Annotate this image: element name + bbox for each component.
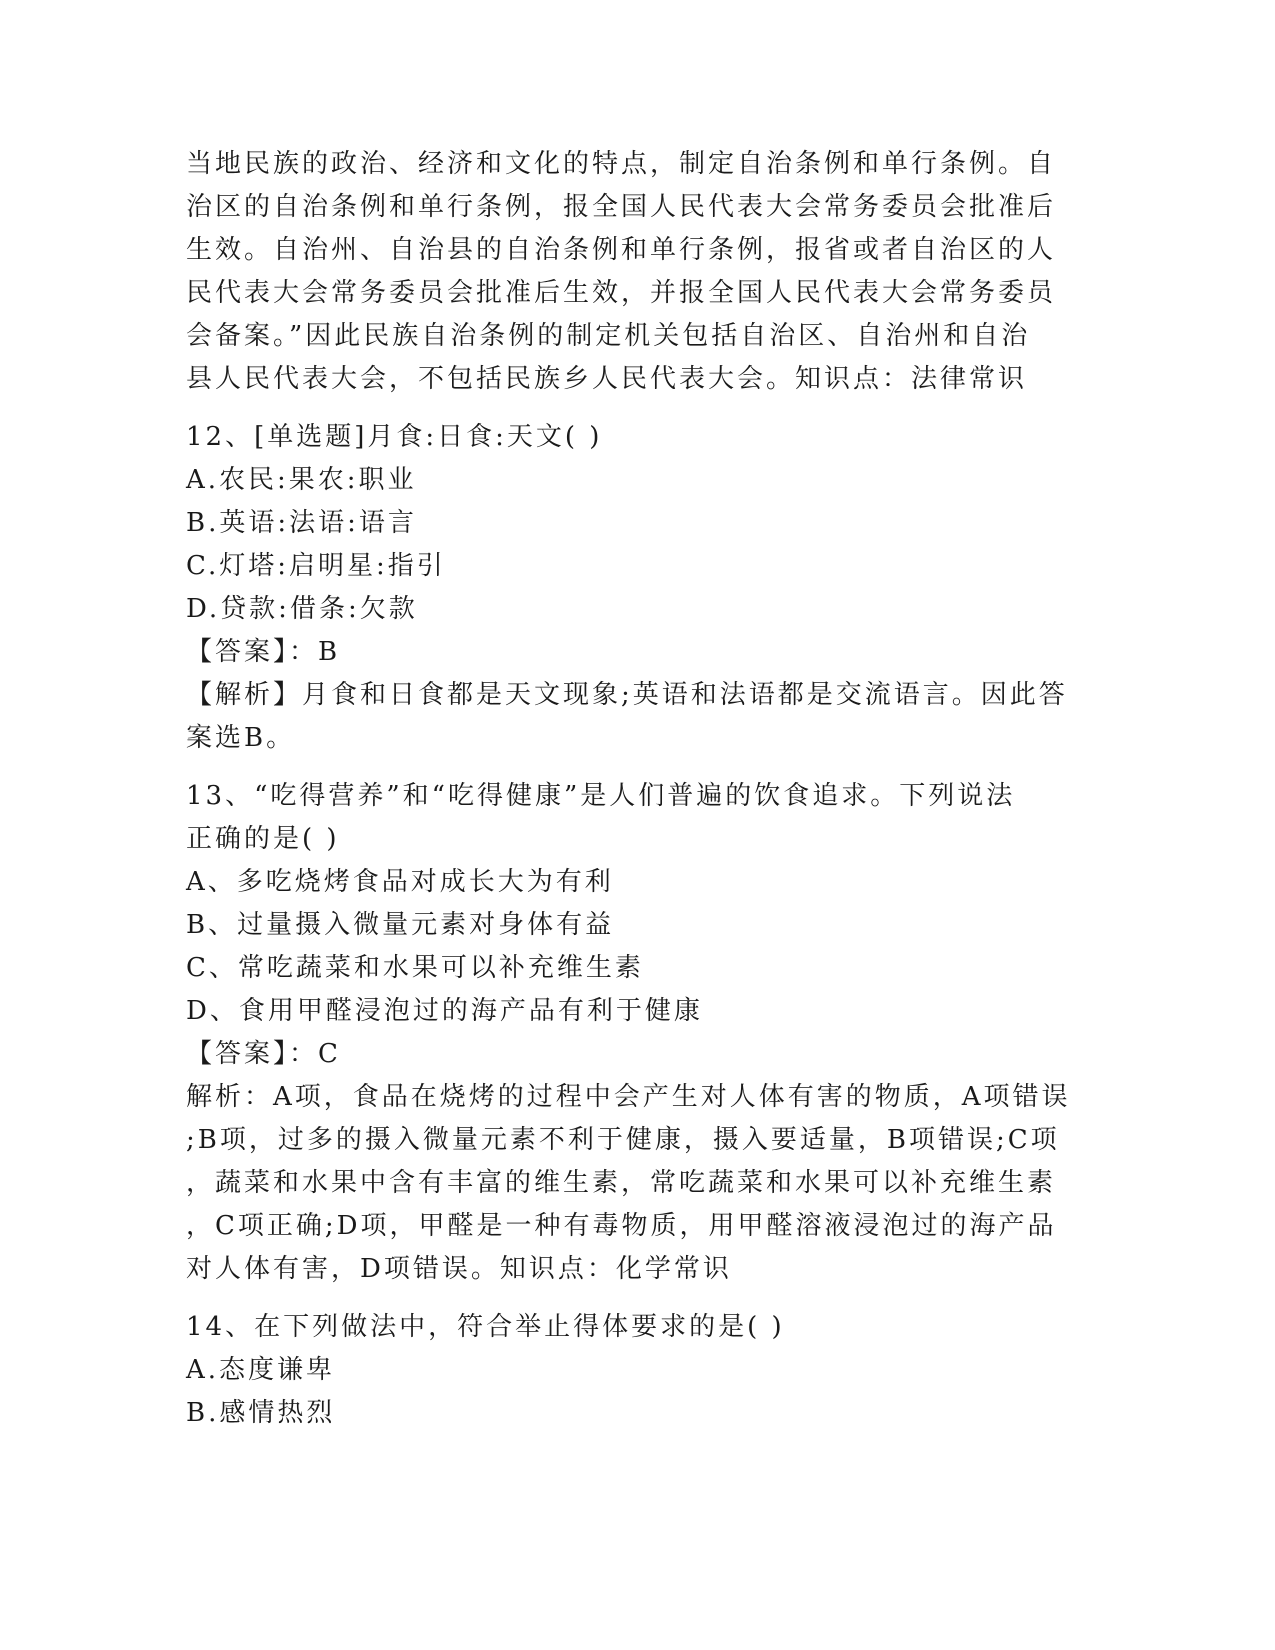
analysis-line: 【解析】月食和日食都是天文现象;英语和法语都是交流语言。因此答 — [186, 680, 1068, 710]
option-b: B.感情热烈 — [186, 1398, 336, 1428]
text-line: 治区的自治条例和单行条例，报全国人民代表大会常务委员会批准后 — [186, 192, 1057, 222]
text-line: 民代表大会常务委员会批准后生效，并报全国人民代表大会常务委员 — [186, 278, 1057, 308]
option-c: C.灯塔:启明星:指引 — [186, 551, 446, 581]
intro-explanation — [186, 143, 1066, 401]
analysis-line: 对人体有害，D项错误。知识点：化学常识 — [186, 1254, 732, 1284]
option-d: D.贷款:借条:欠款 — [186, 594, 418, 624]
option-a: A.农民:果农:职业 — [186, 465, 417, 495]
text-line: 当地民族的政治、经济和文化的特点，制定自治条例和单行条例。自 — [186, 149, 1057, 179]
option-b: B、过量摄入微量元素对身体有益 — [186, 910, 615, 940]
analysis-line: ，蔬菜和水果中含有丰富的维生素，常吃蔬菜和水果可以补充维生素 — [186, 1168, 1057, 1198]
question-13 — [186, 775, 1071, 1291]
document-page — [186, 143, 1071, 1435]
question-stem: 14、在下列做法中，符合举止得体要求的是( ) — [186, 1312, 785, 1342]
text-line: 生效。自治州、自治县的自治条例和单行条例，报省或者自治区的人 — [186, 235, 1057, 265]
option-c: C、常吃蔬菜和水果可以补充维生素 — [186, 953, 644, 983]
question-12 — [186, 416, 1066, 760]
analysis-line: ;B项，过多的摄入微量元素不利于健康，摄入要适量，B项错误;C项 — [186, 1125, 1060, 1155]
text-line: 会备案。”因此民族自治条例的制定机关包括自治区、自治州和自治 — [186, 321, 1031, 351]
analysis-line: ，C项正确;D项，甲醛是一种有毒物质，用甲醛溶液浸泡过的海产品 — [186, 1211, 1057, 1241]
answer: 【答案】：B — [186, 637, 341, 667]
answer: 【答案】：C — [186, 1039, 341, 1069]
analysis-line: 解析：A项，食品在烧烤的过程中会产生对人体有害的物质，A项错误 — [186, 1082, 1071, 1112]
option-b: B.英语:法语:语言 — [186, 508, 417, 538]
question-stem: 12、[单选题]月食:日食:天文( ) — [186, 422, 603, 452]
option-a: A、多吃烧烤食品对成长大为有利 — [186, 867, 614, 897]
question-stem: 13、“吃得营养”和“吃得健康”是人们普遍的饮食追求。下列说法 — [186, 781, 1016, 811]
text-line: 县人民代表大会，不包括民族乡人民代表大会。知识点：法律常识 — [186, 364, 1028, 394]
question-14 — [186, 1306, 1066, 1435]
option-d: D、食用甲醛浸泡过的海产品有利于健康 — [186, 996, 703, 1026]
analysis-line: 案选B。 — [186, 723, 296, 753]
option-a: A.态度谦卑 — [186, 1355, 336, 1385]
question-stem: 正确的是( ) — [186, 824, 340, 854]
